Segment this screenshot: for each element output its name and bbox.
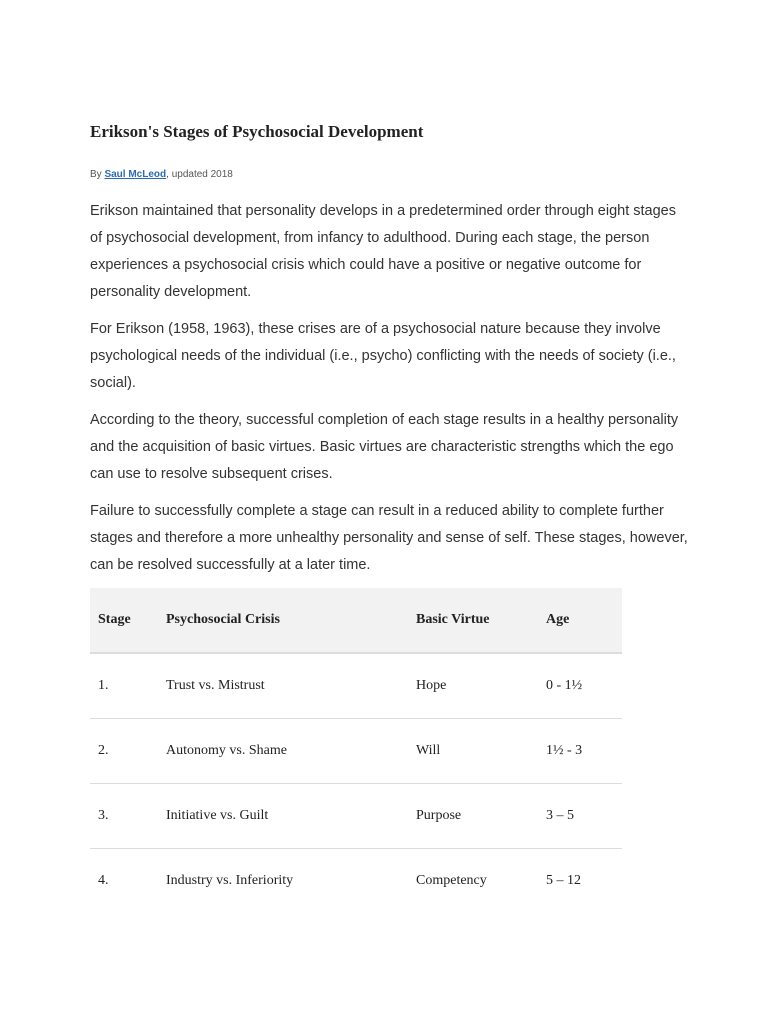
author-link[interactable]: Saul McLeod (104, 169, 167, 180)
cell-age: 0 - 1½ (538, 653, 622, 719)
cell-crisis: Trust vs. Mistrust (158, 653, 408, 719)
cell-crisis: Autonomy vs. Shame (158, 719, 408, 784)
table-row (90, 784, 622, 849)
article-body (90, 198, 690, 589)
cell-virtue: Will (408, 719, 538, 784)
paragraph-2: For Erikson (1958, 1963), these crises are of a psychosocial nature because they involve psychological needs of the individual (i.e., psycho) conflicting with the needs of society (i.e., social). (90, 321, 676, 391)
paragraph-4: Failure to successfully complete a stage can result in a reduced ability to complete further stages and therefore a more unhealthy personality and sense of self. These stages, however, can be resolved successfully at a later time. (90, 503, 688, 573)
cell-virtue: Purpose (408, 784, 538, 849)
cell-stage: 3. (90, 784, 158, 849)
header-stage: Stage (90, 588, 158, 653)
cell-stage: 2. (90, 719, 158, 784)
paragraph-1: Erikson maintained that personality develops in a predetermined order through eight stages of psychosocial development, from infancy to adulthood. During each stage, the person experiences a psychosocial crisis which could have a positive or negative outcome for personality development. (90, 203, 676, 300)
header-basic-virtue: Basic Virtue (408, 588, 538, 653)
header-age: Age (538, 588, 622, 653)
cell-virtue: Competency (416, 873, 487, 888)
cell-crisis: Industry vs. Inferiority (166, 873, 294, 888)
table-header-row (90, 588, 622, 653)
table-row (90, 849, 622, 914)
paragraph-3: According to the theory, successful completion of each stage results in a healthy personality and the acquisition of basic virtues. Basic virtues are characteristic strengths which the ego can use to resolve subsequent crises. (90, 412, 679, 482)
cell-crisis: Initiative vs. Guilt (158, 784, 408, 849)
byline-suffix: , updated 2018 (166, 169, 233, 180)
cell-age: 5 – 12 (546, 873, 581, 888)
cell-age: 3 – 5 (538, 784, 622, 849)
cell-stage: 1. (90, 653, 158, 719)
stages-table (90, 588, 622, 913)
cell-virtue: Hope (408, 653, 538, 719)
cell-stage: 4. (98, 873, 109, 888)
article-title: Erikson's Stages of Psychosocial Development (90, 122, 424, 141)
cell-age: 1½ - 3 (538, 719, 622, 784)
byline-prefix: By (90, 169, 105, 180)
byline (90, 169, 233, 180)
table-row (90, 653, 622, 719)
header-psychosocial-crisis: Psychosocial Crisis (158, 588, 408, 653)
table-row (90, 719, 622, 784)
